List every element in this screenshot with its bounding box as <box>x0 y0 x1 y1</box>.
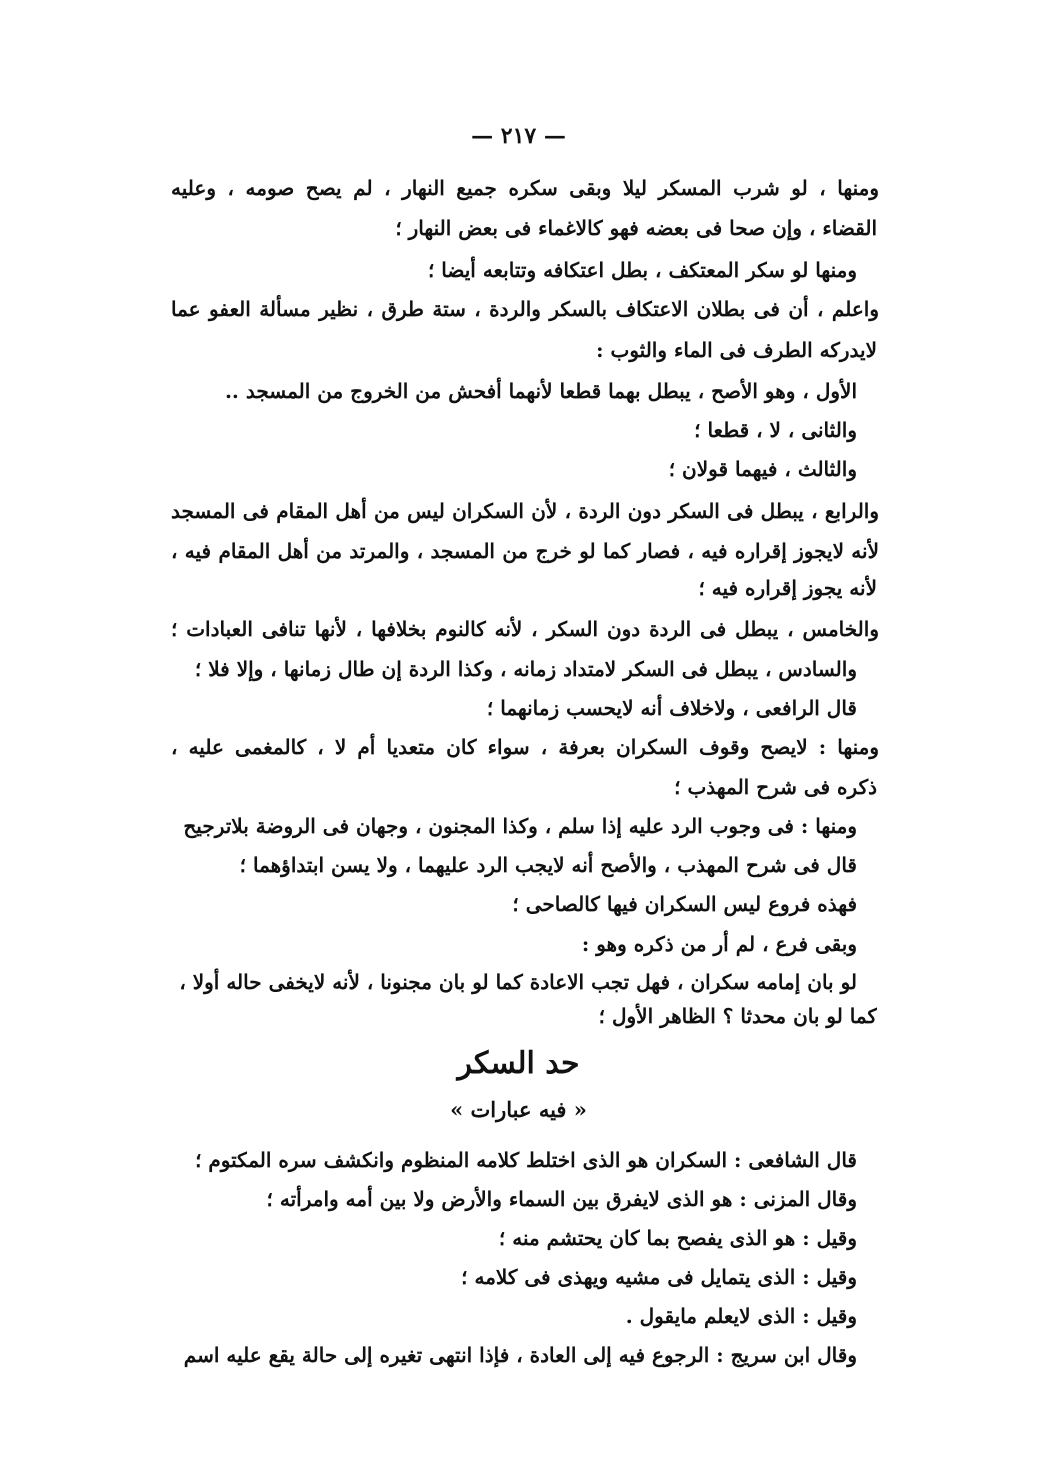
text-line: وقال المزنى : هو الذى لايفرق بين السماء والأرض ولا بين أمه وامرأته ؛ <box>266 1187 857 1211</box>
text-line: قال فى شرح المهذب ، والأصح أنه لايجب الرد عليهما ، ولا يسن ابتداؤهما ؛ <box>239 853 857 877</box>
text-line: فهذه فروع ليس السكران فيها كالصاحى ؛ <box>512 892 857 916</box>
text-line: قال الرافعى ، ولاخلاف أنه لايحسب زمانهما ؛ <box>486 696 857 720</box>
text-line: وقال ابن سريج : الرجوع فيه إلى العادة ، فإذا انتهى تغيره إلى حالة يقع عليه اسم <box>183 1343 857 1367</box>
text-line: والخامس ، يبطل فى الردة دون السكر ، لأنه كالنوم بخلافها ، لأنها تنافى العبادات ؛ <box>171 617 879 641</box>
text-line: ذكره فى شرح المهذب ؛ <box>674 775 877 799</box>
text-line: لو بان إمامه سكران ، فهل تجب الاعادة كما لو بان مجنونا ، لأنه لايخفى حاله أولا ، <box>179 970 857 994</box>
text-line: لايدركه الطرف فى الماء والثوب : <box>596 338 877 362</box>
text-line: ومنها : فى وجوب الرد عليه إذا سلم ، وكذا المجنون ، وجهان فى الروضة بلاترجيح <box>183 814 857 838</box>
text-line: قال الشافعى : السكران هو الذى اختلط كلامه المنظوم وانكشف سره المكتوم ؛ <box>195 1148 857 1172</box>
text-line: كما لو بان محدثا ؟ الظاهر الأول ؛ <box>598 1004 877 1028</box>
page-number: — ٢١٧ — <box>471 123 566 149</box>
text-line: والسادس ، يبطل فى السكر لامتداد زمانه ، وكذا الردة إن طال زمانها ، وإلا فلا ؛ <box>194 657 857 681</box>
text-line: لأنه لايجوز إقراره فيه ، فصار كما لو خرج من المسجد ، والمرتد من أهل المقام فيه ، <box>171 539 879 563</box>
text-line: والثانى ، لا ، قطعا ؛ <box>694 418 857 442</box>
text-line: ومنها لو سكر المعتكف ، بطل اعتكافه وتتابعه أيضا ؛ <box>427 258 857 282</box>
text-line: والرابع ، يبطل فى السكر دون الردة ، لأن السكران ليس من أهل المقام فى المسجد <box>171 499 879 523</box>
text-line: ومنها ، لو شرب المسكر ليلا وبقى سكره جميع النهار ، لم يصح صومه ، وعليه <box>171 176 879 200</box>
text-line: وقيل : الذى يتمايل فى مشيه ويهذى فى كلامه ؛ <box>461 1265 857 1289</box>
section-subtitle: « فيه عبارات » <box>450 1097 587 1122</box>
text-line: واعلم ، أن فى بطلان الاعتكاف بالسكر والردة ، ستة طرق ، نظير مسألة العفو عما <box>171 297 879 321</box>
text-line: والثالث ، فيهما قولان ؛ <box>668 457 857 481</box>
text-line: لأنه يجوز إقراره فيه ؛ <box>698 576 877 600</box>
text-line: ومنها : لايصح وقوف السكران بعرفة ، سواء كان متعديا أم لا ، كالمغمى عليه ، <box>171 735 879 759</box>
text-line: وقيل : الذى لايعلم مايقول . <box>625 1304 857 1328</box>
text-line: وقيل : هو الذى يفصح بما كان يحتشم منه ؛ <box>498 1226 857 1250</box>
text-line: القضاء ، وإن صحا فى بعضه فهو كالاغماء فى بعض النهار ؛ <box>395 216 877 240</box>
text-line: الأول ، وهو الأصح ، يبطل بهما قطعا لأنهما أفحش من الخروج من المسجد .. <box>224 379 857 403</box>
text-line: وبقى فرع ، لم أر من ذكره وهو : <box>581 932 857 956</box>
section-title: حد السكر <box>457 1046 580 1081</box>
